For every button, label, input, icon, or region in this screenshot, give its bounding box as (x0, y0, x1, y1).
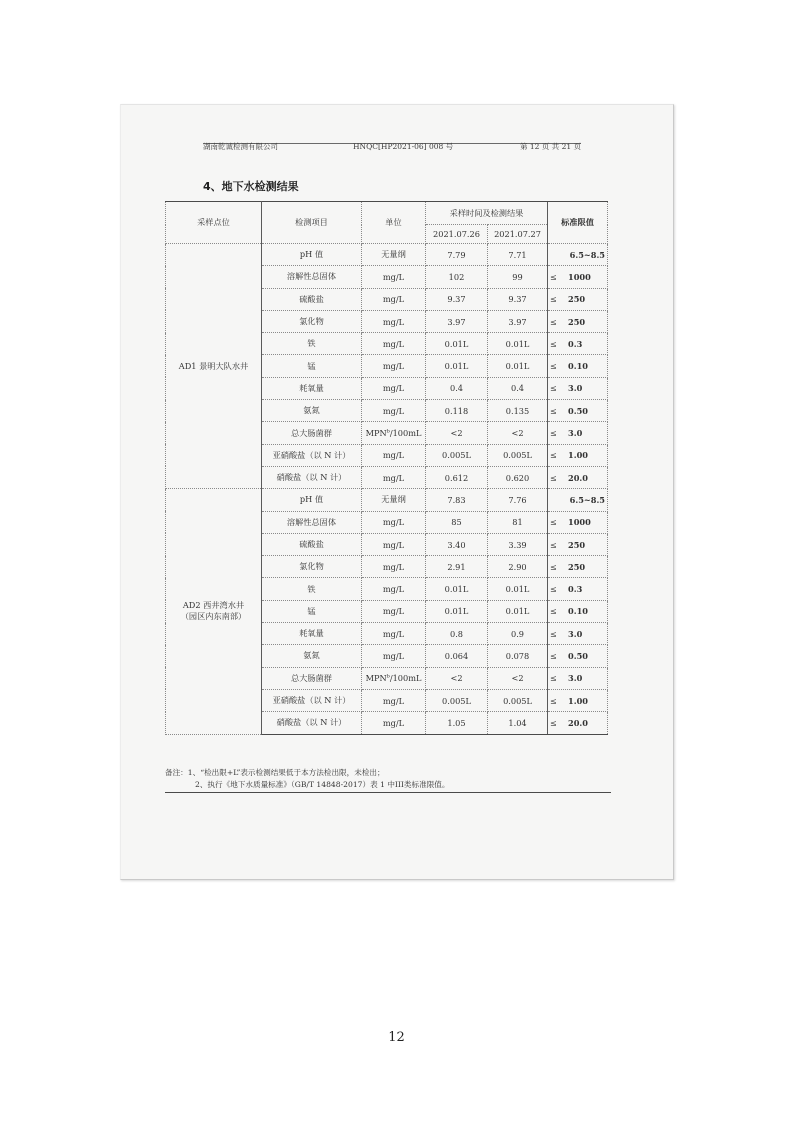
unit-cell: mg/L (362, 645, 426, 667)
less-equal-sign: ≤ (550, 561, 557, 572)
page-number: 12 (388, 1030, 405, 1045)
header-site: 采样点位 (166, 202, 262, 244)
less-equal-sign: ≤ (550, 606, 557, 617)
item-cell: 亚硝酸盐（以 N 计） (262, 444, 362, 466)
standard-value: 3.0 (568, 383, 583, 394)
unit-cell: mg/L (362, 266, 426, 288)
item-cell: 氨氮 (262, 400, 362, 422)
header-item: 检测项目 (262, 202, 362, 244)
value-cell-2: 0.135 (488, 400, 548, 422)
value-cell-1: 0.612 (426, 466, 488, 488)
item-cell: 溶解性总固体 (262, 266, 362, 288)
standard-value: 3.0 (568, 628, 583, 639)
site-name: AD1 景明大队水井 (178, 360, 249, 371)
value-cell-1: 0.01L (426, 333, 488, 355)
less-equal-sign: ≤ (550, 472, 557, 483)
value-cell-1: 9.37 (426, 288, 488, 310)
standard-cell (548, 645, 608, 667)
less-equal-sign: ≤ (550, 673, 557, 684)
standard-cell (548, 355, 608, 377)
item-cell: 氯化物 (262, 310, 362, 332)
value-cell-1: 0.005L (426, 444, 488, 466)
unit-cell: 无量纲 (362, 489, 426, 511)
company-name: 湖南乾诚检测有限公司 (203, 142, 278, 151)
standard-cell (548, 444, 608, 466)
site-cell (166, 489, 262, 734)
value-cell-1: 0.01L (426, 600, 488, 622)
table-header-row (166, 202, 608, 225)
less-equal-sign: ≤ (550, 294, 557, 305)
unit-cell: mg/L (362, 355, 426, 377)
standard-cell (548, 623, 608, 645)
table-row (166, 244, 608, 266)
note-line-2: 2、执行《地下水质量标准》（GB/T 14848-2017）表 1 中III类标准限值。 (165, 779, 611, 793)
value-cell-2: 0.01L (488, 333, 548, 355)
site-name: AD2 西井湾水井 (182, 600, 245, 611)
value-cell-2: 3.39 (488, 533, 548, 555)
standard-value: 1.00 (568, 695, 588, 706)
item-cell: pH 值 (262, 244, 362, 266)
item-cell: 锰 (262, 600, 362, 622)
standard-cell (548, 377, 608, 399)
value-cell-1: 0.064 (426, 645, 488, 667)
unit-cell: mg/L (362, 533, 426, 555)
header-date-2: 2021.07.27 (488, 225, 548, 244)
value-cell-1: 2.91 (426, 556, 488, 578)
header-time-group: 采样时间及检测结果 (426, 202, 548, 225)
standard-cell (548, 288, 608, 310)
standard-value: 1.00 (568, 450, 588, 461)
standard-cell (548, 556, 608, 578)
value-cell-1: 0.01L (426, 578, 488, 600)
standard-cell (548, 266, 608, 288)
standard-value: 250 (568, 316, 586, 327)
standard-cell (548, 400, 608, 422)
standard-value: 1000 (568, 517, 591, 528)
item-cell: 总大肠菌群 (262, 667, 362, 689)
value-cell-1: 0.4 (426, 377, 488, 399)
value-cell-2: <2 (488, 667, 548, 689)
item-cell: 耗氧量 (262, 623, 362, 645)
item-cell: 总大肠菌群 (262, 422, 362, 444)
value-cell-2: 3.97 (488, 310, 548, 332)
item-cell: 硝酸盐（以 N 计） (262, 466, 362, 488)
item-cell: pH 值 (262, 489, 362, 511)
unit-cell: mg/L (362, 623, 426, 645)
standard-value: 0.50 (568, 650, 588, 661)
value-cell-2: 1.04 (488, 712, 548, 734)
item-cell: 硫酸盐 (262, 288, 362, 310)
item-cell: 锰 (262, 355, 362, 377)
value-cell-1: 0.118 (426, 400, 488, 422)
report-number: HNQC[HP2021-06] 008 号 (353, 142, 454, 151)
unit-cell: mg/L (362, 444, 426, 466)
standard-cell: 6.5~8.5 (548, 244, 608, 266)
value-cell-2: 0.005L (488, 444, 548, 466)
standard-cell (548, 310, 608, 332)
value-cell-2: 0.9 (488, 623, 548, 645)
value-cell-2: 81 (488, 511, 548, 533)
standard-value: 0.50 (568, 405, 588, 416)
less-equal-sign: ≤ (550, 584, 557, 595)
site-subname: （园区内东南部） (180, 611, 247, 622)
groundwater-results-table (165, 201, 608, 735)
less-equal-sign: ≤ (550, 316, 557, 327)
value-cell-1: 7.83 (426, 489, 488, 511)
value-cell-2: 2.90 (488, 556, 548, 578)
unit-cell: mg/L (362, 333, 426, 355)
value-cell-1: 1.05 (426, 712, 488, 734)
standard-value: 20.0 (568, 717, 588, 728)
standard-value: 250 (568, 294, 586, 305)
standard-value: 3.0 (568, 673, 583, 684)
less-equal-sign: ≤ (550, 628, 557, 639)
scanned-page (120, 104, 674, 880)
unit-cell: mg/L (362, 511, 426, 533)
unit-cell: mg/L (362, 288, 426, 310)
item-cell: 氯化物 (262, 556, 362, 578)
unit-cell: mg/L (362, 466, 426, 488)
standard-value: 0.10 (568, 606, 588, 617)
unit-cell: mg/L (362, 556, 426, 578)
less-equal-sign: ≤ (550, 361, 557, 372)
standard-value: 20.0 (568, 472, 588, 483)
value-cell-1: 3.97 (426, 310, 488, 332)
value-cell-2: 99 (488, 266, 548, 288)
value-cell-1: 0.01L (426, 355, 488, 377)
standard-cell (548, 689, 608, 711)
less-equal-sign: ≤ (550, 695, 557, 706)
value-cell-2: 9.37 (488, 288, 548, 310)
standard-value: 0.3 (568, 584, 583, 595)
standard-cell (548, 667, 608, 689)
less-equal-sign: ≤ (550, 517, 557, 528)
less-equal-sign: ≤ (550, 650, 557, 661)
site-cell (166, 244, 262, 489)
less-equal-sign: ≤ (550, 428, 557, 439)
section-title: 4、地下水检测结果 (203, 180, 299, 193)
less-equal-sign: ≤ (550, 338, 557, 349)
item-cell: 耗氧量 (262, 377, 362, 399)
standard-value: 0.3 (568, 338, 583, 349)
standard-value: 250 (568, 539, 586, 550)
value-cell-2: 0.078 (488, 645, 548, 667)
standard-cell (548, 466, 608, 488)
item-cell: 硝酸盐（以 N 计） (262, 712, 362, 734)
item-cell: 铁 (262, 333, 362, 355)
unit-cell: mg/L (362, 310, 426, 332)
page-info: 第 12 页 共 21 页 (519, 142, 581, 151)
value-cell-1: 0.8 (426, 623, 488, 645)
value-cell-2: 0.01L (488, 600, 548, 622)
item-cell: 氨氮 (262, 645, 362, 667)
less-equal-sign: ≤ (550, 539, 557, 550)
value-cell-2: 7.71 (488, 244, 548, 266)
value-cell-1: <2 (426, 422, 488, 444)
value-cell-1: 3.40 (426, 533, 488, 555)
value-cell-1: 7.79 (426, 244, 488, 266)
value-cell-2: 0.005L (488, 689, 548, 711)
unit-cell: mg/L (362, 712, 426, 734)
value-cell-2: 0.4 (488, 377, 548, 399)
item-cell: 溶解性总固体 (262, 511, 362, 533)
value-cell-2: 0.01L (488, 355, 548, 377)
unit-cell: mg/L (362, 400, 426, 422)
unit-cell: mg/L (362, 578, 426, 600)
standard-value: 1000 (568, 271, 591, 282)
unit-cell: mg/L (362, 689, 426, 711)
value-cell-1: 0.005L (426, 689, 488, 711)
item-cell: 铁 (262, 578, 362, 600)
standard-cell (548, 422, 608, 444)
less-equal-sign: ≤ (550, 717, 557, 728)
value-cell-1: 102 (426, 266, 488, 288)
less-equal-sign: ≤ (550, 271, 557, 282)
less-equal-sign: ≤ (550, 405, 557, 416)
value-cell-1: 85 (426, 511, 488, 533)
unit-cell: MPN$^b$/100mL (362, 422, 426, 444)
page-header (203, 141, 581, 151)
standard-cell: 6.5~8.5 (548, 489, 608, 511)
unit-cell: MPN$^b$/100mL (362, 667, 426, 689)
value-cell-2: <2 (488, 422, 548, 444)
standard-cell (548, 600, 608, 622)
note-line-1: 备注：1、“检出限+L”表示检测结果低于本方法检出限，未检出； (165, 768, 385, 777)
item-cell: 硫酸盐 (262, 533, 362, 555)
unit-cell: 无量纲 (362, 244, 426, 266)
standard-cell (548, 333, 608, 355)
standard-cell (548, 578, 608, 600)
value-cell-2: 0.01L (488, 578, 548, 600)
item-cell: 亚硝酸盐（以 N 计） (262, 689, 362, 711)
header-date-1: 2021.07.26 (426, 225, 488, 244)
value-cell-2: 7.76 (488, 489, 548, 511)
standard-cell (548, 712, 608, 734)
standard-value: 3.0 (568, 428, 583, 439)
value-cell-1: <2 (426, 667, 488, 689)
unit-cell: mg/L (362, 377, 426, 399)
notes (165, 767, 611, 793)
standard-cell (548, 533, 608, 555)
header-unit: 单位 (362, 202, 426, 244)
standard-value: 0.10 (568, 361, 588, 372)
table-row (166, 489, 608, 511)
less-equal-sign: ≤ (550, 383, 557, 394)
unit-cell: mg/L (362, 600, 426, 622)
standard-cell (548, 511, 608, 533)
header-standard: 标准限值 (548, 202, 608, 244)
value-cell-2: 0.620 (488, 466, 548, 488)
less-equal-sign: ≤ (550, 450, 557, 461)
table-body (166, 244, 608, 735)
standard-value: 250 (568, 561, 586, 572)
